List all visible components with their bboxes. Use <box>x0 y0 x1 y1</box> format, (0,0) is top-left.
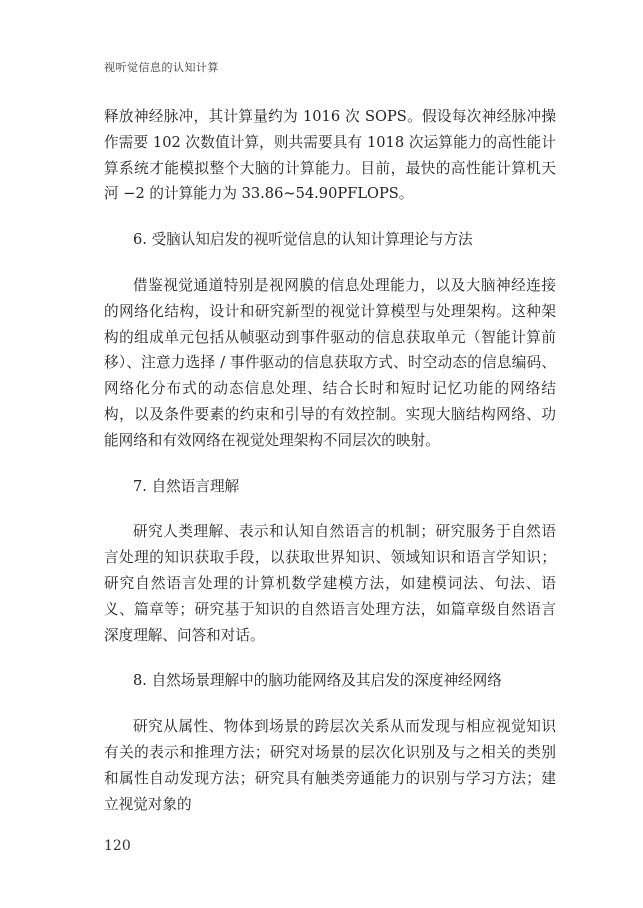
section-heading-7: 7. 自然语言理解 <box>133 477 240 495</box>
page-number: 120 <box>104 838 131 854</box>
running-header: 视听觉信息的认知计算 <box>104 61 219 74</box>
paragraph-section-8: 研究从属性、物体到场景的跨层次关系从而发现与相应视觉知识有关的表示和推理方法；研究对场景的层次化识别及与之相关的类别和属性自动发现方法；研究具有触类旁通能力的识别与学习方法；建立视觉对象的 <box>104 718 556 813</box>
section-heading-8: 8. 自然场景理解中的脑功能网络及其启发的深度神经网络 <box>133 672 502 690</box>
page-body <box>104 104 556 837</box>
paragraph-section-7: 研究人类理解、表示和认知自然语言的机制；研究服务于自然语言处理的知识获取手段，以获取世界知识、领域知识和语言学知识；研究自然语言处理的计算机数学建模方法，如建模词法、句法、语义、篇章等；研究基于知识的自然语言处理方法，如篇章级自然语言深度理解、问答和对话。 <box>104 523 556 644</box>
paragraph-section-6: 借鉴视觉通道特别是视网膜的信息处理能力，以及大脑神经连接的网络化结构，设计和研究新型的视觉计算模型与处理架构。这种架构的组成单元包括从帧驱动到事件驱动的信息获取单元（智能计算前移）、注意力选择 / 事件驱动的信息获取方式、时空动态的信息编码、网络化分布式的动态信息处理、结合长时和短时记忆功能的网络结构，以及条件要素的约束和引导的有效控制。实现大脑结构网络、功能网络和有效网络在视觉处理架构不同层次的映射。 <box>104 276 556 449</box>
paragraph-continuation: 释放神经脉冲，其计算量约为 1016 次 SOPS。假设每次神经脉冲操作需要 102 次数值计算，则共需要具有 1018 次运算能力的高性能计算系统才能模拟整个大脑的计算能力。目前，最快的高性能计算机天河 −2 的计算能力为 33.86~54.90PFLOPS。 <box>104 108 556 203</box>
section-heading-6: 6. 受脑认知启发的视听觉信息的认知计算理论与方法 <box>133 231 473 249</box>
